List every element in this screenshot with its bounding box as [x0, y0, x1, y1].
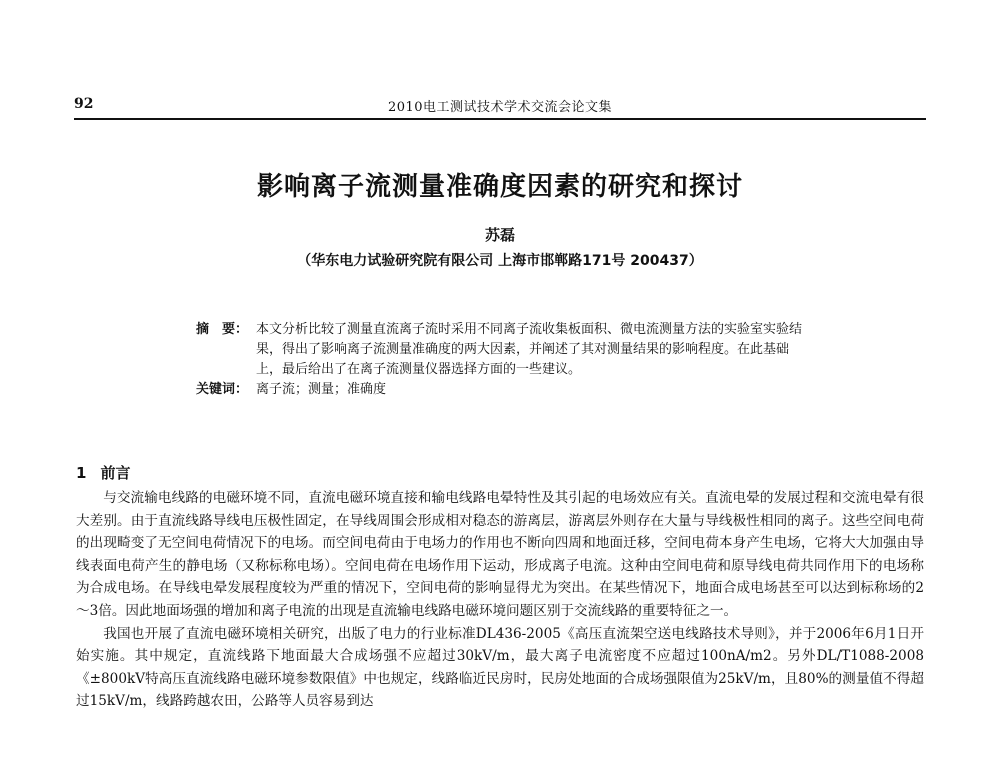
abstract-label: 摘 要：: [196, 322, 249, 337]
body-paragraph: 我国也开展了直流电磁环境相关研究，出版了电力的行业标准DL436-2005《高压直流架空送电线路技术导则》，并于2006年6月1日开始实施。其中规定，直流线路下地面最大合成场强不应超过30kV/m，最大离子电流密度不应超过100nA/m2。另外DL/T1088-2008《±800kV特高压直流线路电磁环境参数限值》中也规定，线路临近民房时，民房处地面的合成场强限值为25kV/m，且80%的测量值不得超过15kV/m，线路跨越农田，公路等人员容易到达: [76, 625, 924, 710]
author-name: 苏磊: [484, 226, 515, 244]
abstract-row: [196, 320, 806, 380]
section-body: [76, 487, 924, 713]
body-paragraph: 与交流输电线路的电磁环境不同，直流电磁环境直接和输电线路电晕特性及其引起的电场效应有关。直流电晕的发展过程和交流电晕有很大差别。由于直流线路导线电压极性固定，在导线周围会形成相对稳态的游离层，游离层外则存在大量与导线极性相同的离子。这些空间电荷的出现畸变了无空间电荷情况下的电场。而空间电荷由于电场力的作用也不断向四周和地面迁移，空间电荷本身产生电场，它将大大加强由导线表面电荷产生的静电场（又称标称电场）。空间电荷在电场作用下运动，形成离子电流。这种由空间电荷和原导线电荷共同作用下的电场称为合成电场。在导线电晕发展程度较为严重的情况下，空间电荷的影响显得尤为突出。在某些情况下，地面合成电场甚至可以达到标称场的2～3倍。因此地面场强的增加和离子电流的出现是直流输电线路电磁环境问题区别于交流线路的重要特征之一。: [76, 490, 924, 619]
section-title: 前言: [100, 464, 131, 482]
keywords-row: [196, 380, 806, 400]
journal-title: 2010电工测试技术学术交流会论文集: [387, 100, 613, 115]
running-header: [74, 94, 926, 120]
keywords-label: 关键词：: [196, 382, 249, 397]
author-affiliation: （华东电力试验研究院有限公司 上海市邯郸路171号 200437）: [297, 253, 703, 269]
keywords-text: 离子流；测量；准确度: [256, 382, 387, 397]
abstract-text: 本文分析比较了测量直流离子流时采用不同离子流收集板面积、微电流测量方法的实验室实验结果，得出了影响离子流测量准确度的两大因素，并阐述了其对测量结果的影响程度。在此基础上，最后给出了在离子流测量仪器选择方面的一些建议。: [256, 322, 803, 377]
paper-title: 影响离子流测量准确度因素的研究和探讨: [256, 172, 743, 202]
page-number: 92: [74, 96, 94, 112]
section-heading: [76, 462, 130, 483]
section-number: 1: [76, 464, 87, 482]
abstract-block: [196, 320, 806, 400]
